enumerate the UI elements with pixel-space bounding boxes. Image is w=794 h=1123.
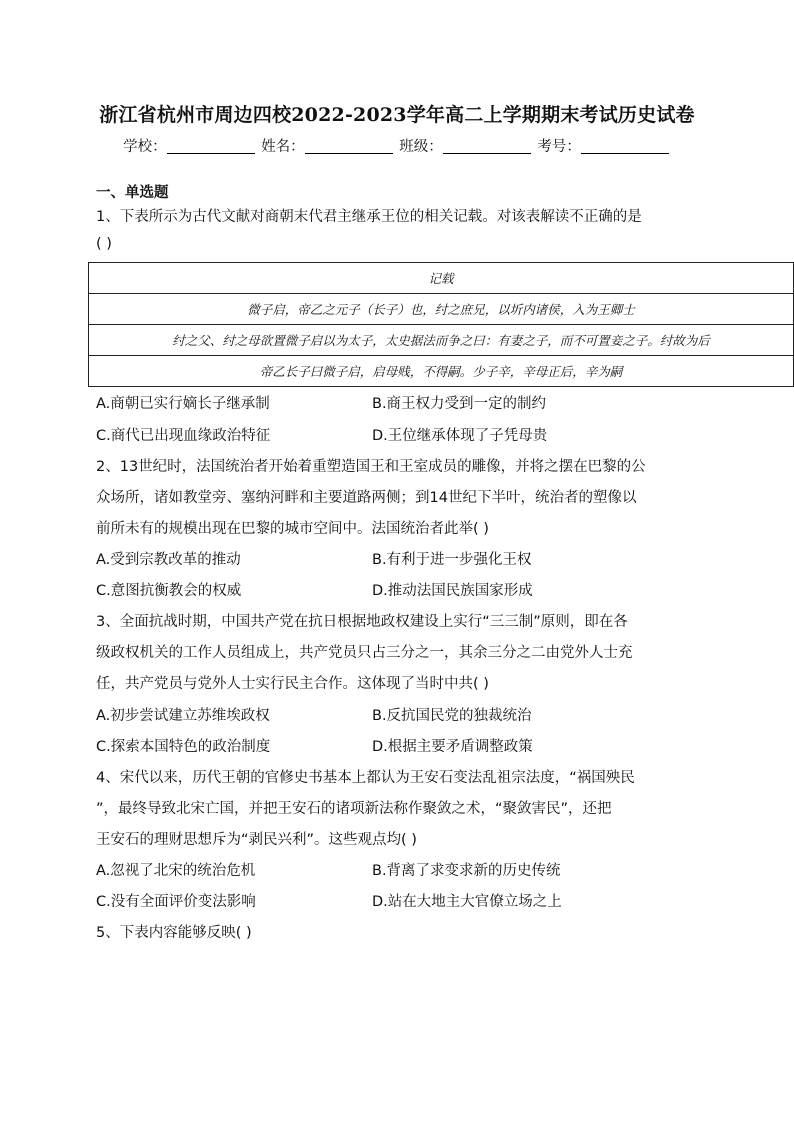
q2-stem-line-1: 2、13世纪时，法国统治者开始着重塑造国王和王室成员的雕像，并将之摆在巴黎的公 bbox=[96, 459, 646, 475]
q2-option-c[interactable]: C.意图抗衡教会的权威 bbox=[96, 583, 242, 599]
records-table bbox=[88, 262, 794, 387]
number-label: 考号： bbox=[537, 139, 581, 155]
q3-stem-line-2: 级政权机关的工作人员组成上，共产党员只占三分之一，其余三分之二由党外人士充 bbox=[96, 645, 633, 661]
q1-option-a[interactable]: A.商朝已实行嫡长子继承制 bbox=[96, 396, 270, 412]
q4-option-d[interactable]: D.站在大地主大官僚立场之上 bbox=[372, 894, 562, 910]
class-label: 班级： bbox=[399, 139, 443, 155]
q2-stem-line-2: 众场所，诸如教堂旁、塞纳河畔和主要道路两侧；到14世纪下半叶，统治者的塑像以 bbox=[96, 490, 637, 506]
records-table-row: 帝乙长子曰微子启，启母贱，不得嗣。少子辛，辛母正后，辛为嗣 bbox=[89, 356, 794, 387]
records-table-row: 微子启，帝乙之元子（长子）也，纣之庶兄，以圻内诸侯，入为王卿士 bbox=[89, 294, 794, 325]
q3-option-b[interactable]: B.反抗国民党的独裁统治 bbox=[372, 708, 532, 724]
number-blank[interactable] bbox=[581, 139, 669, 154]
section-heading: 一、单选题 bbox=[96, 185, 169, 201]
q3-option-c[interactable]: C.探索本国特色的政治制度 bbox=[96, 739, 271, 755]
records-table-header: 记载 bbox=[89, 263, 794, 294]
q2-option-d[interactable]: D.推动法国民族国家形成 bbox=[372, 583, 533, 599]
q1-option-c[interactable]: C.商代已出现血缘政治特征 bbox=[96, 428, 271, 444]
q2-option-a[interactable]: A.受到宗教改革的推动 bbox=[96, 552, 241, 568]
records-table-row: 纣之父、纣之母欲置微子启以为太子，太史据法而争之曰：有妻之子，而不可置妾之子。纣故为后 bbox=[89, 325, 794, 356]
q3-option-d[interactable]: D.根据主要矛盾调整政策 bbox=[372, 739, 533, 755]
school-blank[interactable] bbox=[167, 139, 255, 154]
name-blank[interactable] bbox=[305, 139, 393, 154]
exam-title: 浙江省杭州市周边四校2022-2023学年高二上学期期末考试历史试卷 bbox=[99, 104, 695, 126]
q3-stem-line-3: 任，共产党员与党外人士实行民主合作。这体现了当时中共( ) bbox=[96, 676, 489, 692]
q2-option-b[interactable]: B.有利于进一步强化王权 bbox=[372, 552, 532, 568]
student-info-line bbox=[0, 135, 794, 156]
q1-stem-line-2: ( ) bbox=[96, 236, 112, 252]
q1-stem-line-1: 1、下表所示为古代文献对商朝末代君主继承王位的相关记载。对该表解读不正确的是 bbox=[96, 209, 642, 225]
q4-option-a[interactable]: A.忽视了北宋的统治危机 bbox=[96, 863, 256, 879]
q4-stem-line-2: ”，最终导致北宋亡国，并把王安石的诸项新法称作聚敛之术，“聚敛害民”，还把 bbox=[96, 801, 612, 817]
q3-option-a[interactable]: A.初步尝试建立苏维埃政权 bbox=[96, 708, 270, 724]
school-label: 学校： bbox=[123, 139, 167, 155]
q2-stem-line-3: 前所未有的规模出现在巴黎的城市空间中。法国统治者此举( ) bbox=[96, 521, 489, 537]
q1-option-d[interactable]: D.王位继承体现了子凭母贵 bbox=[372, 428, 548, 444]
q4-stem-line-1: 4、宋代以来，历代王朝的官修史书基本上都认为王安石变法乱祖宗法度，“祸国殃民 bbox=[96, 770, 635, 786]
q3-stem-line-1: 3、全面抗战时期，中国共产党在抗日根据地政权建设上实行“三三制”原则，即在各 bbox=[96, 614, 628, 630]
q1-option-b[interactable]: B.商王权力受到一定的制约 bbox=[372, 396, 547, 412]
q4-option-b[interactable]: B.背离了求变求新的历史传统 bbox=[372, 863, 561, 879]
name-label: 姓名： bbox=[261, 139, 305, 155]
q5-stem-line-1: 5、下表内容能够反映( ) bbox=[96, 925, 252, 941]
q4-option-c[interactable]: C.没有全面评价变法影响 bbox=[96, 894, 256, 910]
class-blank[interactable] bbox=[443, 139, 531, 154]
q4-stem-line-3: 王安石的理财思想斥为“剥民兴利”。这些观点均( ) bbox=[96, 832, 417, 848]
